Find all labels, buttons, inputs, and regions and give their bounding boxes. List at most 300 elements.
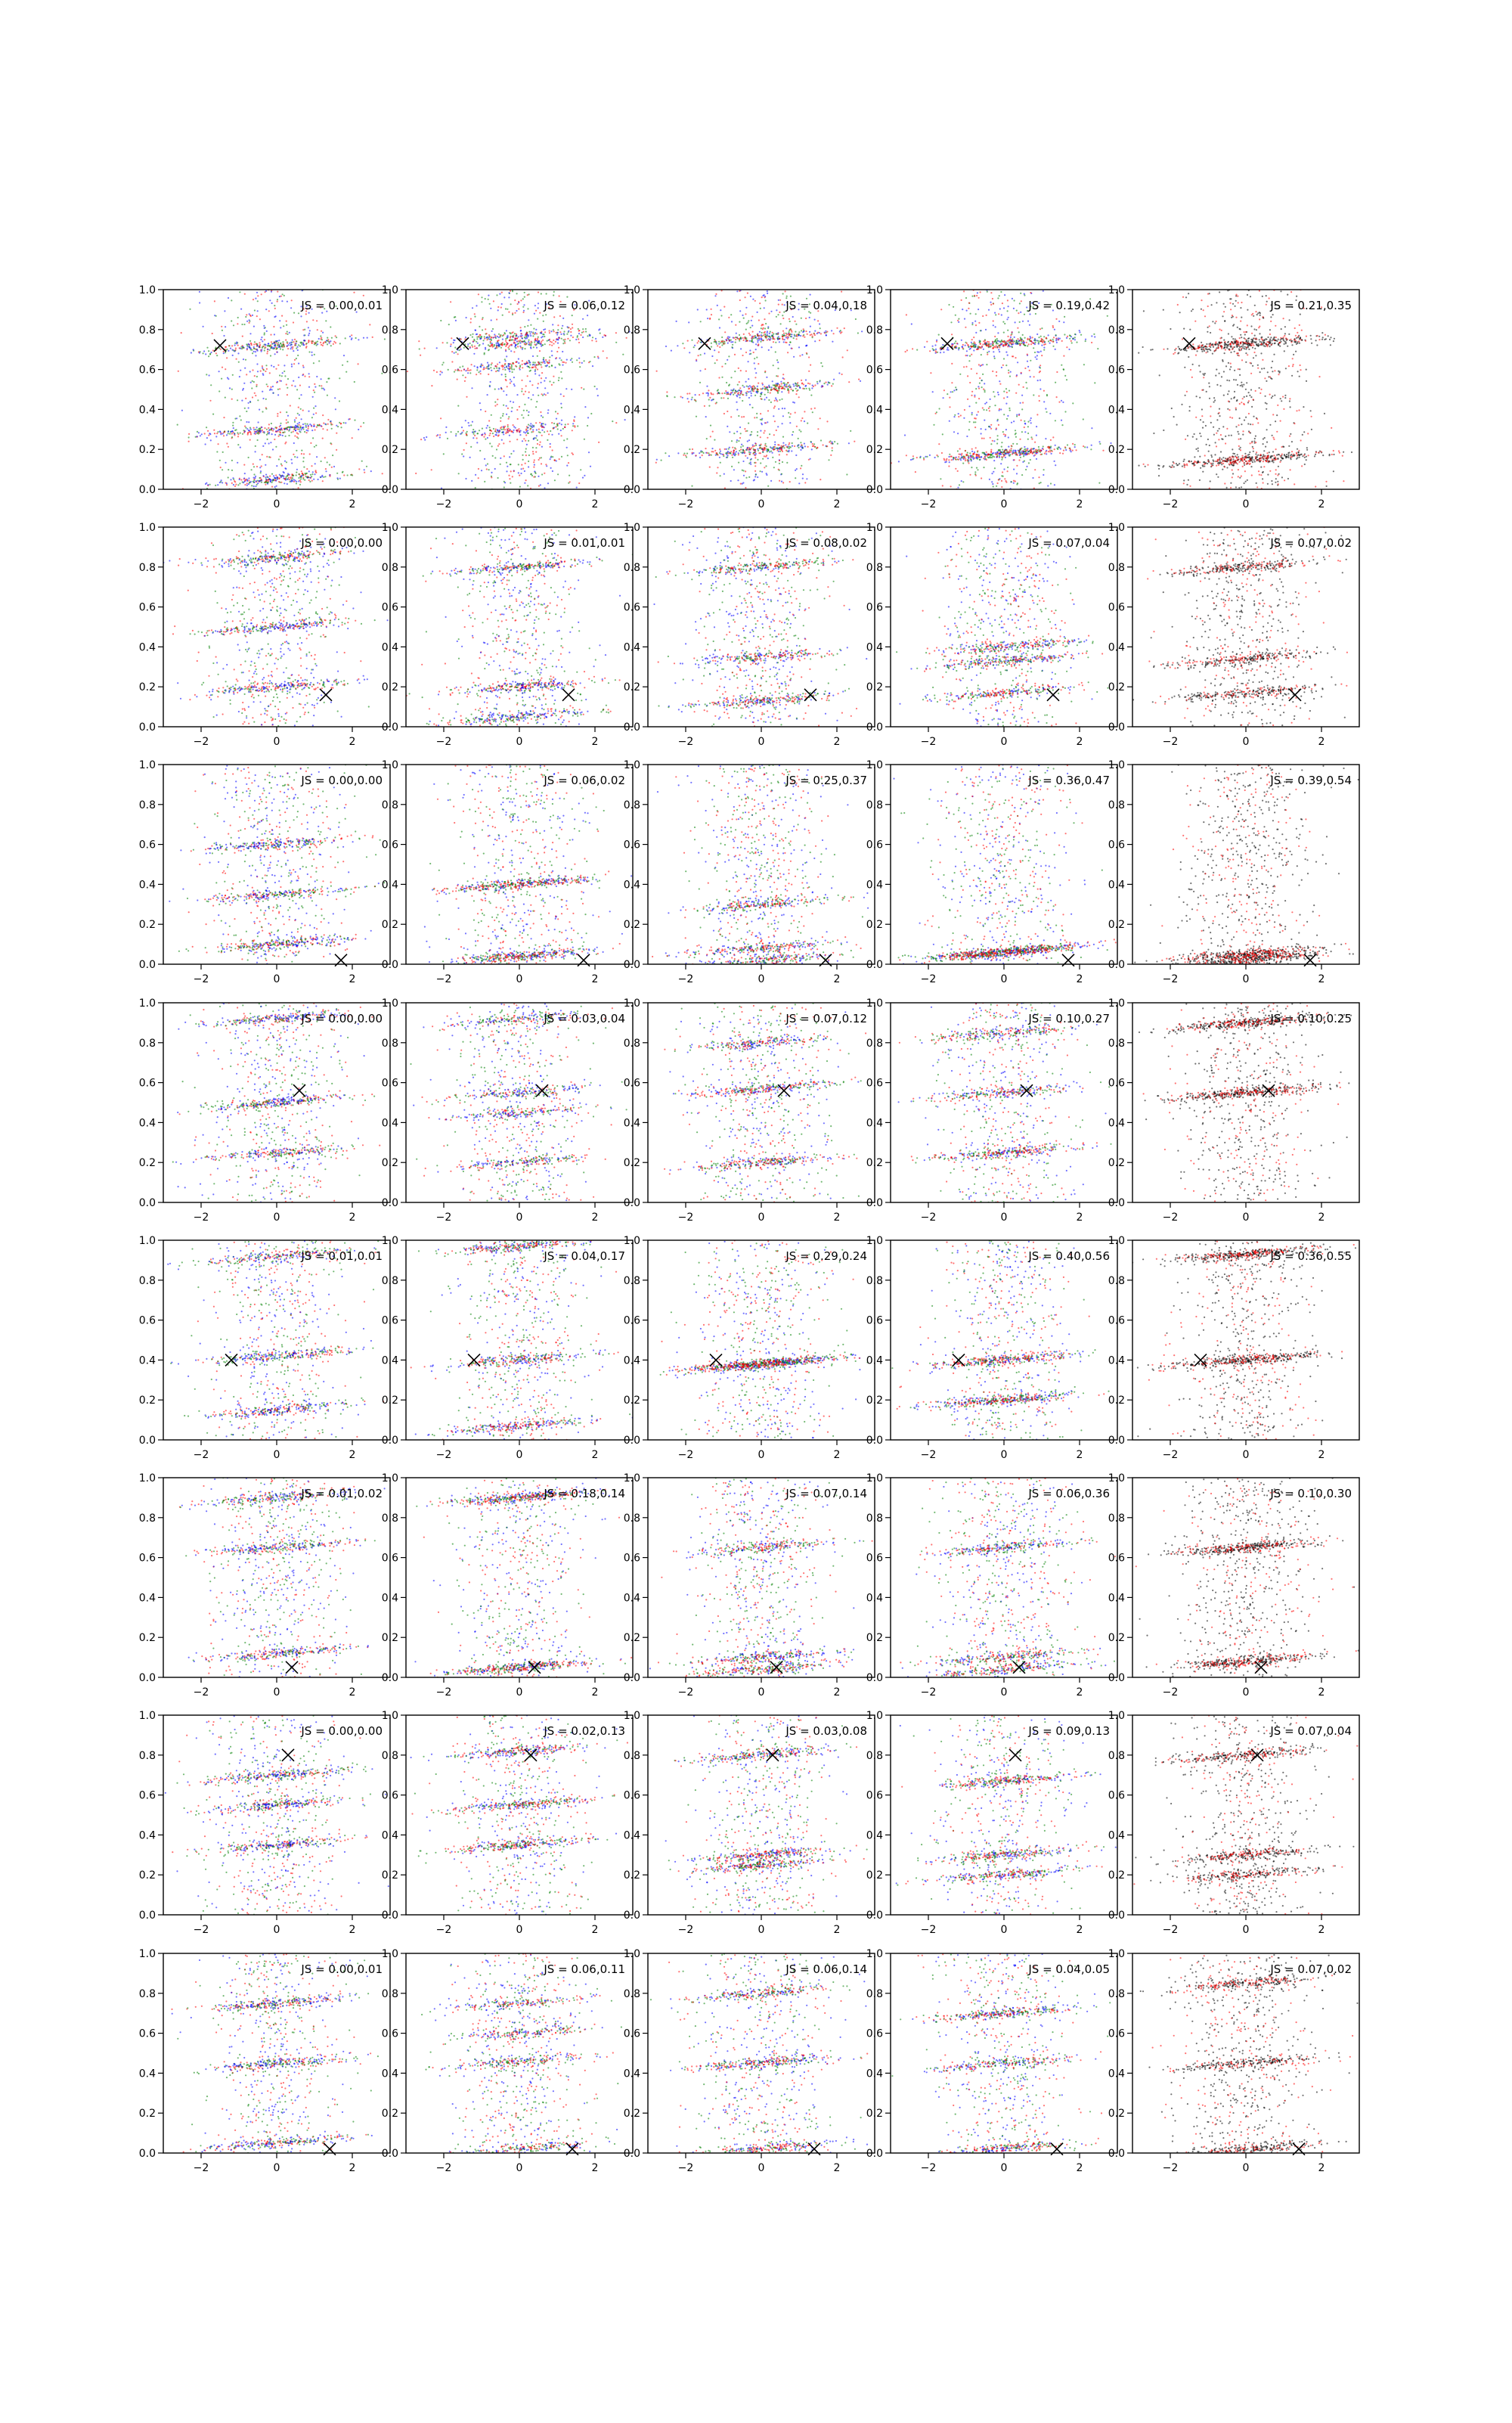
- scatter-point-blue: [498, 370, 500, 371]
- scatter-point-green: [976, 467, 978, 469]
- scatter-point-red: [666, 391, 668, 392]
- scatter-point-green: [286, 461, 287, 463]
- scatter-point-green: [576, 359, 578, 361]
- scatter-point-green: [1034, 339, 1036, 340]
- scatter-point-red: [529, 428, 531, 430]
- scatter-point-red: [553, 343, 554, 344]
- scatter-point-red: [996, 371, 997, 373]
- scatter-point-blue: [324, 423, 326, 425]
- scatter-point-blue: [802, 331, 804, 333]
- scatter-point-red: [1001, 480, 1002, 482]
- scatter-point-red: [436, 371, 438, 373]
- scatter-point-red: [715, 293, 717, 295]
- scatter-point-green: [287, 427, 289, 428]
- scatter-point-blue: [308, 386, 310, 388]
- scatter-point-red: [458, 370, 460, 371]
- scatter-point-blue: [198, 432, 200, 433]
- scatter-point-red: [743, 334, 745, 335]
- scatter-point-green: [719, 392, 720, 394]
- scatter-point-blue: [509, 456, 510, 458]
- scatter-point-blue: [904, 434, 906, 436]
- scatter-point-blue: [244, 473, 246, 474]
- scatter-point-red: [290, 405, 291, 406]
- scatter-point-green: [271, 482, 273, 483]
- scatter-point-green: [249, 427, 251, 429]
- scatter-point-green: [795, 388, 797, 389]
- scatter-point-red: [1056, 396, 1058, 398]
- scatter-point-green: [231, 320, 232, 321]
- scatter-point-blue: [751, 392, 752, 394]
- scatter-point-green: [561, 407, 562, 408]
- scatter-point-red: [570, 331, 572, 333]
- scatter-point-blue: [532, 364, 534, 365]
- scatter-point-red: [522, 312, 524, 313]
- scatter-point-red: [574, 427, 575, 428]
- scatter-point-red: [237, 436, 239, 437]
- scatter-point-green: [488, 299, 489, 300]
- scatter-point-green: [521, 390, 522, 392]
- scatter-point-green: [730, 314, 732, 315]
- scatter-point-blue: [514, 385, 516, 386]
- scatter-point-green: [296, 450, 297, 451]
- scatter-point-red: [728, 393, 730, 395]
- scatter-point-blue: [320, 476, 321, 478]
- scatter-point-green: [253, 473, 255, 475]
- scatter-point-green: [215, 346, 216, 348]
- scatter-point-green: [542, 315, 544, 316]
- scatter-point-red: [541, 393, 543, 395]
- scatter-point-blue: [232, 355, 234, 356]
- scatter-point-green: [331, 428, 333, 430]
- scatter-point-blue: [789, 344, 790, 346]
- scatter-point-red: [271, 486, 273, 488]
- scatter-point-green: [306, 423, 308, 425]
- scatter-point-green: [297, 437, 299, 439]
- scatter-point-blue: [752, 299, 754, 300]
- scatter-point-red: [683, 347, 685, 349]
- scatter-point-red: [758, 389, 759, 390]
- scatter-point-green: [513, 368, 515, 370]
- scatter-point-green: [832, 383, 834, 385]
- scatter-point-blue: [497, 429, 498, 430]
- scatter-point-green: [507, 426, 509, 427]
- scatter-point-blue: [1047, 485, 1049, 486]
- scatter-point-green: [683, 453, 685, 455]
- scatter-point-red: [280, 296, 282, 297]
- scatter-point-green: [1021, 343, 1022, 344]
- scatter-point-blue: [467, 372, 469, 374]
- scatter-point-red: [755, 462, 757, 464]
- scatter-point-red: [787, 336, 789, 337]
- scatter-point-red: [270, 334, 271, 336]
- scatter-point-blue: [1043, 347, 1045, 349]
- scatter-point-blue: [798, 346, 800, 348]
- scatter-point-red: [352, 437, 353, 439]
- scatter-point-blue: [273, 366, 274, 368]
- scatter-point-red: [1052, 325, 1054, 327]
- scatter-point-red: [723, 454, 724, 455]
- scatter-point-red: [541, 435, 543, 436]
- scatter-point-green: [742, 451, 744, 453]
- scatter-point-red: [207, 430, 209, 432]
- scatter-point-red: [712, 393, 714, 395]
- scatter-point-red: [963, 366, 965, 368]
- scatter-point-blue: [732, 341, 733, 343]
- scatter-point-red: [801, 420, 802, 421]
- scatter-point-red: [465, 377, 466, 378]
- scatter-point-green: [287, 378, 289, 380]
- scatter-point-red: [550, 446, 551, 448]
- scatter-point-green: [758, 391, 759, 392]
- scatter-point-green: [829, 382, 830, 383]
- scatter-point-green: [959, 347, 960, 349]
- scatter-point-red: [264, 339, 265, 340]
- scatter-point-green: [518, 464, 519, 465]
- scatter-point-red: [312, 319, 314, 321]
- scatter-point-blue: [246, 321, 248, 322]
- scatter-point-blue: [784, 339, 785, 340]
- scatter-point-red: [540, 442, 541, 443]
- scatter-point-blue: [460, 349, 462, 350]
- scatter-point-red: [488, 435, 490, 436]
- scatter-point-green: [251, 485, 253, 486]
- scatter-point-red: [294, 435, 296, 436]
- scatter-point-green: [933, 424, 934, 426]
- scatter-point-red: [513, 424, 514, 426]
- scatter-point-green: [798, 445, 799, 446]
- scatter-point-red: [299, 385, 301, 386]
- scatter-point-green: [274, 305, 275, 306]
- scatter-point-blue: [248, 483, 249, 485]
- scatter-point-blue: [1014, 337, 1015, 338]
- scatter-point-blue: [948, 456, 950, 458]
- scatter-point-red: [995, 346, 996, 348]
- scatter-point-blue: [236, 417, 237, 419]
- scatter-point-blue: [215, 436, 217, 437]
- scatter-point-green: [218, 390, 220, 392]
- scatter-point-red: [471, 364, 472, 365]
- scatter-point-green: [700, 451, 702, 453]
- y-tick-label: 0.4: [624, 404, 640, 416]
- scatter-point-green: [541, 473, 543, 475]
- scatter-point-red: [508, 418, 510, 420]
- scatter-point-green: [1063, 368, 1064, 370]
- scatter-point-red: [522, 341, 523, 343]
- scatter-point-green: [813, 443, 815, 445]
- scatter-point-red: [578, 330, 580, 331]
- scatter-point-green: [315, 445, 317, 446]
- scatter-point-green: [990, 443, 992, 445]
- scatter-point-red: [223, 351, 225, 352]
- scatter-point-red: [255, 395, 256, 396]
- scatter-point-green: [1040, 482, 1042, 483]
- scatter-point-green: [1055, 420, 1056, 421]
- scatter-point-red: [439, 434, 441, 436]
- scatter-point-blue: [1032, 477, 1033, 479]
- scatter-point-red: [244, 484, 246, 486]
- scatter-point-blue: [582, 477, 584, 479]
- scatter-point-red: [505, 349, 507, 351]
- scatter-point-blue: [730, 341, 732, 343]
- scatter-point-blue: [255, 351, 256, 352]
- scatter-point-red: [237, 345, 239, 346]
- scatter-point-red: [735, 339, 736, 340]
- scatter-point-red: [761, 336, 762, 337]
- scatter-point-red: [740, 448, 742, 450]
- scatter-point-green: [1025, 469, 1027, 470]
- scatter-point-red: [831, 385, 832, 386]
- scatter-point-green: [794, 334, 795, 336]
- scatter-point-red: [517, 303, 519, 305]
- scatter-point-green: [248, 457, 249, 458]
- scatter-point-red: [212, 333, 213, 334]
- scatter-point-red: [763, 432, 764, 433]
- scatter-point-green: [209, 484, 211, 486]
- scatter-point-blue: [445, 432, 447, 433]
- scatter-point-red: [814, 384, 816, 386]
- scatter-point-blue: [488, 364, 489, 365]
- scatter-point-red: [269, 476, 271, 477]
- scatter-point-green: [816, 381, 818, 383]
- scatter-point-green: [312, 437, 314, 439]
- scatter-point-red: [782, 330, 784, 332]
- scatter-point-red: [1053, 337, 1055, 338]
- scatter-point-green: [788, 412, 789, 414]
- js-annotation: JS = 0.04,0.18: [785, 299, 867, 312]
- scatter-point-blue: [560, 393, 562, 395]
- scatter-point-blue: [999, 308, 1001, 309]
- scatter-point-green: [954, 343, 956, 344]
- scatter-point-red: [990, 304, 992, 306]
- scatter-point-blue: [516, 310, 517, 312]
- scatter-point-green: [237, 317, 239, 318]
- scatter-point-blue: [988, 309, 990, 311]
- scatter-point-blue: [515, 344, 516, 346]
- scatter-point-green: [505, 308, 507, 309]
- scatter-point-blue: [550, 443, 551, 445]
- scatter-point-green: [542, 417, 544, 418]
- scatter-point-green: [527, 485, 528, 486]
- scatter-point-red: [308, 479, 310, 481]
- scatter-point-red: [978, 398, 980, 399]
- scatter-point-red: [1043, 390, 1045, 392]
- scatter-point-blue: [256, 427, 258, 428]
- scatter-point-red: [502, 342, 503, 343]
- scatter-point-red: [739, 338, 740, 340]
- scatter-point-blue: [1043, 401, 1045, 402]
- scatter-point-red: [958, 416, 959, 417]
- scatter-point-green: [975, 388, 977, 389]
- scatter-point-blue: [1063, 321, 1064, 323]
- scatter-point-green: [959, 374, 961, 375]
- scatter-point-green: [582, 328, 584, 330]
- scatter-point-red: [497, 364, 498, 365]
- scatter-point-green: [682, 343, 683, 344]
- scatter-point-blue: [714, 349, 715, 351]
- scatter-point-red: [1006, 451, 1008, 453]
- scatter-point-green: [241, 348, 243, 349]
- y-tick-label: 0.8: [382, 324, 398, 337]
- scatter-point-blue: [804, 445, 806, 447]
- scatter-point-green: [298, 344, 299, 346]
- scatter-point-green: [956, 389, 957, 390]
- scatter-point-blue: [737, 479, 739, 481]
- scatter-point-blue: [475, 329, 476, 330]
- scatter-point-red: [516, 361, 517, 363]
- scatter-point-green: [494, 457, 496, 458]
- scatter-point-red: [774, 400, 776, 402]
- scatter-point-green: [786, 296, 788, 297]
- scatter-point-red: [463, 369, 465, 371]
- scatter-point-blue: [237, 352, 239, 354]
- scatter-point-blue: [711, 355, 713, 357]
- scatter-point-red: [1027, 354, 1028, 355]
- scatter-point-blue: [848, 442, 850, 444]
- scatter-point-blue: [1006, 318, 1008, 320]
- scatter-point-blue: [300, 315, 302, 317]
- scatter-point-red: [1020, 454, 1021, 455]
- scatter-point-red: [250, 343, 252, 344]
- scatter-point-blue: [736, 290, 738, 292]
- scatter-point-blue: [1000, 463, 1002, 464]
- scatter-point-blue: [453, 342, 454, 343]
- scatter-point-blue: [291, 364, 293, 365]
- scatter-point-red: [551, 341, 553, 343]
- scatter-point-blue: [598, 357, 600, 358]
- scatter-point-red: [688, 401, 689, 402]
- scatter-point-green: [1038, 446, 1040, 448]
- scatter-point-red: [781, 383, 782, 384]
- scatter-point-red: [1062, 453, 1064, 455]
- scatter-point-red: [296, 428, 298, 430]
- scatter-point-red: [1061, 340, 1063, 342]
- scatter-point-red: [497, 404, 498, 405]
- scatter-point-red: [803, 383, 804, 385]
- scatter-point-blue: [370, 470, 372, 472]
- scatter-point-blue: [450, 346, 451, 347]
- scatter-point-red: [719, 346, 720, 348]
- scatter-point-green: [277, 389, 279, 390]
- scatter-point-green: [1061, 365, 1062, 366]
- scatter-point-blue: [498, 337, 500, 338]
- scatter-point-green: [775, 351, 776, 352]
- scatter-point-green: [962, 463, 964, 464]
- scatter-point-red: [256, 466, 258, 467]
- scatter-point-green: [228, 433, 229, 434]
- scatter-point-red: [714, 340, 716, 342]
- scatter-point-red: [1009, 449, 1011, 451]
- scatter-point-blue: [736, 451, 737, 452]
- scatter-point-blue: [961, 340, 962, 341]
- scatter-point-blue: [506, 394, 507, 396]
- scatter-point-blue: [760, 338, 761, 340]
- scatter-point-red: [971, 339, 973, 340]
- scatter-point-green: [503, 344, 505, 346]
- scatter-point-green: [971, 343, 973, 345]
- scatter-point-blue: [248, 407, 249, 408]
- scatter-point-green: [703, 452, 705, 454]
- scatter-point-green: [237, 444, 239, 445]
- scatter-point-blue: [209, 433, 210, 434]
- scatter-point-red: [309, 453, 311, 455]
- scatter-point-green: [993, 456, 995, 458]
- scatter-point-blue: [988, 351, 990, 352]
- scatter-point-green: [711, 343, 712, 344]
- scatter-point-green: [522, 298, 524, 299]
- scatter-point-red: [496, 347, 497, 349]
- scatter-point-blue: [508, 292, 510, 293]
- scatter-point-red: [759, 302, 761, 304]
- scatter-point-red: [215, 352, 217, 354]
- scatter-point-red: [290, 476, 292, 478]
- scatter-point-blue: [308, 327, 309, 328]
- scatter-point-red: [1034, 469, 1036, 470]
- scatter-point-red: [996, 347, 998, 349]
- scatter-point-blue: [536, 347, 538, 349]
- scatter-point-green: [953, 306, 954, 308]
- scatter-point-red: [1070, 340, 1072, 342]
- scatter-point-blue: [265, 476, 266, 478]
- scatter-point-blue: [572, 423, 574, 424]
- scatter-point-green: [470, 424, 472, 426]
- scatter-point-red: [724, 448, 726, 450]
- scatter-point-red: [486, 468, 488, 470]
- scatter-point-red: [998, 424, 999, 426]
- scatter-point-red: [270, 386, 271, 388]
- scatter-point-green: [189, 309, 191, 310]
- scatter-point-red: [519, 340, 521, 341]
- scatter-point-red: [817, 320, 819, 321]
- scatter-point-red: [244, 293, 246, 295]
- scatter-point-red: [915, 471, 916, 473]
- scatter-point-red: [760, 388, 761, 389]
- scatter-point-blue: [754, 368, 756, 369]
- scatter-point-blue: [321, 476, 323, 477]
- scatter-point-green: [585, 328, 587, 330]
- scatter-point-blue: [526, 337, 528, 339]
- scatter-point-blue: [1030, 336, 1031, 337]
- scatter-point-green: [309, 481, 311, 482]
- scatter-point-blue: [482, 343, 484, 344]
- scatter-point-red: [327, 423, 329, 425]
- scatter-point-red: [984, 456, 986, 458]
- scatter-point-red: [1039, 400, 1040, 402]
- scatter-point-red: [525, 343, 527, 345]
- scatter-point-green: [298, 312, 299, 314]
- scatter-point-blue: [265, 442, 266, 444]
- scatter-point-green: [1019, 302, 1021, 304]
- scatter-point-blue: [984, 403, 986, 405]
- scatter-point-blue: [471, 387, 472, 389]
- scatter-point-blue: [541, 446, 543, 448]
- scatter-point-red: [565, 362, 566, 364]
- scatter-point-red: [322, 428, 324, 430]
- scatter-point-green: [330, 345, 332, 346]
- scatter-point-green: [531, 475, 533, 476]
- scatter-point-green: [1058, 446, 1059, 448]
- scatter-point-green: [990, 455, 992, 456]
- scatter-point-blue: [206, 437, 208, 439]
- scatter-point-green: [541, 293, 542, 294]
- scatter-point-blue: [810, 326, 811, 327]
- scatter-point-blue: [274, 345, 276, 346]
- scatter-point-red: [250, 315, 252, 317]
- scatter-point-green: [1027, 439, 1029, 440]
- scatter-point-blue: [759, 331, 761, 333]
- scatter-point-green: [993, 486, 994, 487]
- scatter-point-blue: [545, 377, 547, 379]
- scatter-point-red: [774, 405, 776, 407]
